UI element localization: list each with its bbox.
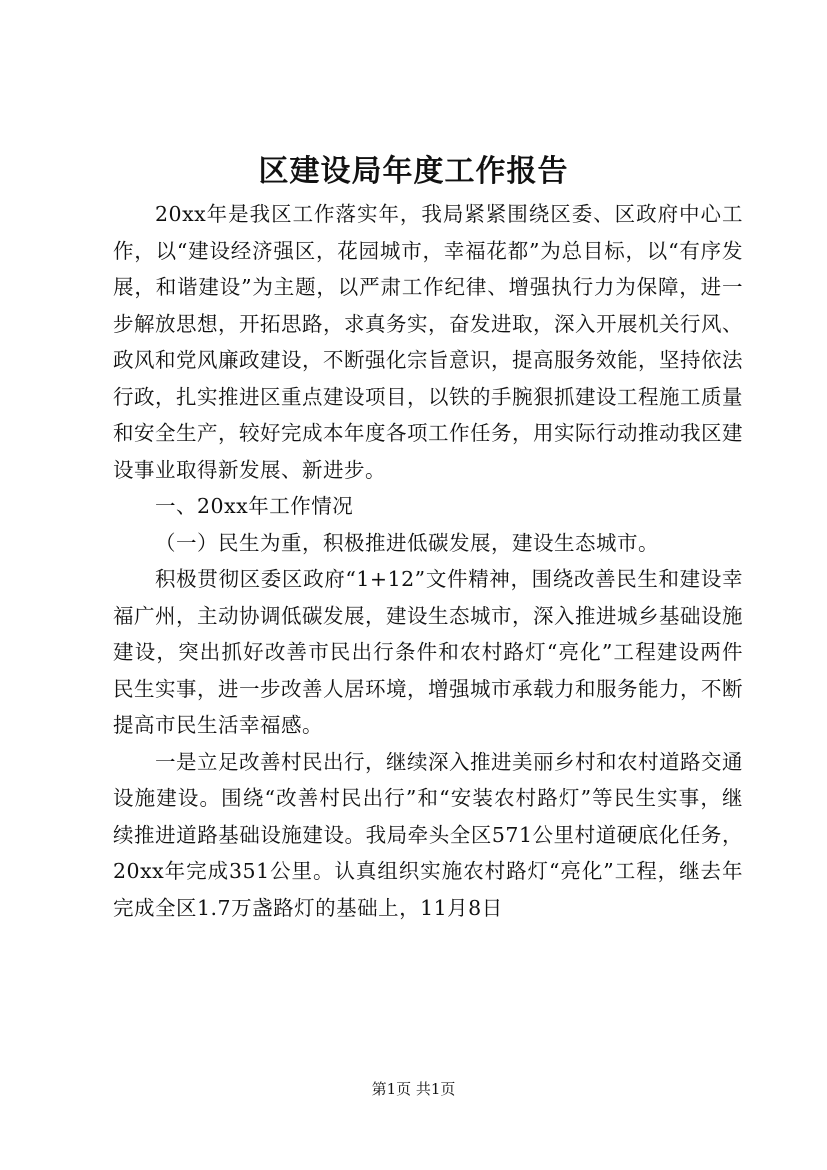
paragraph-body: 积极贯彻区委区政府“1+12”文件精神，围绕改善民生和建设幸福广州，主动协调低碳发展，建设生态城市，深入推进城乡基础设施建设，突出抓好改善市民出行条件和农村路灯“亮化”工程建设两件民生实事，进一步改善人居环境，增强城市承载力和服务能力，不断提高市民生活幸福感。 — [113, 567, 743, 737]
paragraph-intro: 20xx年是我区工作落实年，我局紧紧围绕区委、区政府中心工作，以“建设经济强区，花园城市，幸福花都”为总目标，以“有序发展，和谐建设”为主题，以严肃工作纪律、增强执行力为保障，进一步解放思想，开拓思路，求真务实，奋发进取，深入开展机关行风、政风和党风廉政建设，不断强化宗旨意识，提高服务效能，坚持依法行政，扎实推进区重点建设项目，以铁的手腕狠抓建设工程施工质量和安全生产，较好完成本年度各项工作任务，用实际行动推动我区建设事业取得新发展、新进步。 — [113, 202, 743, 482]
subsection-heading: （一）民生为重，积极推进低碳发展，建设生态城市。 — [155, 530, 659, 555]
document-body — [113, 196, 743, 926]
section-heading: 一、20xx年工作情况 — [155, 494, 354, 518]
page-number-footer: 第1页 共1页 — [371, 1080, 456, 1098]
document-title: 区建设局年度工作报告 — [258, 154, 569, 189]
paragraph-body: 一是立足改善村民出行，继续深入推进美丽乡村和农村道路交通设施建设。围绕“改善村民出行”和“安装农村路灯”等民生实事，继续推进道路基础设施建设。我局牵头全区571公里村道硬底化任务，20xx年完成351公里。认真组织实施农村路灯“亮化”工程，继去年完成全区1.7万盏路灯的基础上，11月8日 — [113, 749, 743, 920]
